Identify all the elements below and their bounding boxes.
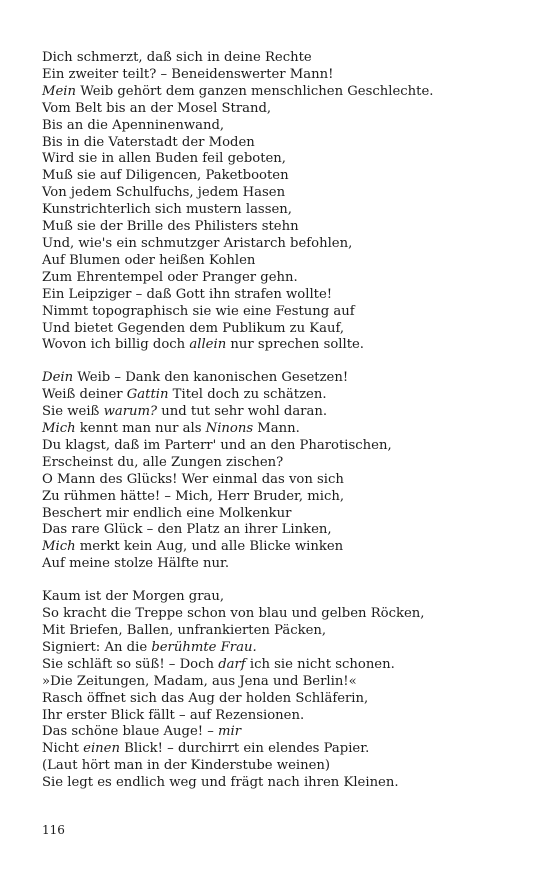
text-segment: Weib – Dank den kanonischen Gesetzen! [73, 370, 349, 386]
text-segment: Wovon ich billig doch [42, 337, 190, 353]
text-segment: Auf Blumen oder heißen Kohlen [42, 252, 256, 268]
verse-line [42, 118, 522, 135]
text-segment: Dich schmerzt, daß sich in deine Rechte [42, 50, 312, 65]
verse-line [42, 253, 522, 270]
verse-line [42, 472, 522, 489]
italic-text: einen [83, 741, 120, 757]
page-number: 116 [42, 823, 65, 837]
verse-line [42, 589, 522, 606]
verse-line [42, 304, 522, 321]
italic-text: warum? [103, 404, 158, 420]
text-segment: Weiß deiner [42, 387, 127, 403]
verse-line [42, 691, 522, 708]
text-segment: Muß sie der Brille des Philisters stehn [42, 219, 299, 235]
verse-line [42, 606, 522, 623]
text-segment: Und, wie's ein schmutzger Aristarch befohlen, [42, 235, 353, 251]
text-segment: ich sie nicht schonen. [245, 656, 395, 672]
verse-line [42, 657, 522, 674]
verse-line [42, 219, 522, 236]
verse-line [42, 623, 522, 640]
text-segment: Weib gehört dem ganzen menschlichen Geschlechte. [76, 83, 434, 99]
text-segment: Das schöne blaue Auge! – [42, 724, 219, 740]
verse-line [42, 270, 522, 287]
verse-line [42, 489, 522, 506]
italic-text: Mich [42, 539, 76, 555]
verse-line [42, 539, 522, 556]
text-segment: So kracht die Treppe schon von blau und gelben Röcken, [42, 606, 425, 622]
verse-line [42, 775, 522, 792]
verse-line [42, 101, 522, 118]
italic-text: berühmte Frau. [151, 639, 257, 655]
text-segment: O Mann des Glücks! Wer einmal das von sich [42, 471, 344, 487]
text-segment: »Die Zeitungen, Madam, aus Jena und Berlin!« [42, 673, 357, 689]
text-segment: Erscheinst du, alle Zungen zischen? [42, 454, 284, 470]
text-segment: Kaum ist der Morgen grau, [42, 589, 225, 605]
stanza [42, 370, 522, 573]
verse-line [42, 67, 522, 84]
text-segment: Bis an die Apenninenwand, [42, 117, 225, 133]
italic-text: Ninons [205, 421, 254, 437]
text-segment: Mann. [253, 421, 300, 437]
text-segment: Titel doch zu schätzen. [168, 387, 327, 403]
verse-line [42, 168, 522, 185]
verse-line [42, 151, 522, 168]
text-segment: Ein zweiter teilt? – Beneidenswerter Mann! [42, 66, 334, 82]
italic-text: Gattin [126, 387, 169, 403]
text-segment: Vom Belt bis an der Mosel Strand, [42, 100, 272, 116]
verse-line [42, 387, 522, 404]
text-segment: Bis in die Vaterstadt der Moden [42, 134, 255, 150]
verse-line [42, 741, 522, 758]
verse-line [42, 84, 522, 101]
text-segment: Sie legt es endlich weg und frägt nach ihren Kleinen. [42, 775, 399, 791]
verse-line [42, 236, 522, 253]
text-segment: Sie weiß [42, 404, 104, 420]
verse-line [42, 438, 522, 455]
text-segment: Du klagst, daß im Parterr' und an den Pharotischen, [42, 437, 392, 453]
text-segment: Rasch öffnet sich das Aug der holden Schläferin, [42, 690, 369, 706]
italic-text: darf [218, 656, 246, 672]
verse-line [42, 202, 522, 219]
text-segment: kennt man nur als [75, 421, 206, 437]
verse-line [42, 758, 522, 775]
text-segment: Von jedem Schulfuchs, jedem Hasen [42, 185, 286, 201]
verse-line [42, 421, 522, 438]
verse-line [42, 506, 522, 523]
text-segment: Nicht [42, 741, 84, 757]
text-segment: Muß sie auf Diligencen, Paketbooten [42, 168, 289, 184]
stanza [42, 589, 522, 792]
verse-line [42, 337, 522, 354]
verse-line [42, 708, 522, 725]
stanza [42, 50, 522, 354]
verse-line [42, 135, 522, 152]
verse-line [42, 370, 522, 387]
verse-line [42, 556, 522, 573]
text-segment: Das rare Glück – den Platz an ihrer Linken, [42, 522, 332, 538]
verse-line [42, 50, 522, 67]
text-segment: Signiert: An die [42, 639, 152, 655]
poem-text [42, 50, 522, 808]
text-segment: nur sprechen sollte. [226, 337, 365, 353]
text-segment: Kunstrichterlich sich mustern lassen, [42, 202, 292, 218]
text-segment: merkt kein Aug, und alle Blicke winken [75, 539, 344, 555]
text-segment: (Laut hört man in der Kinderstube weinen) [42, 758, 331, 774]
verse-line [42, 674, 522, 691]
italic-text: Mich [42, 421, 76, 437]
text-segment: Mit Briefen, Ballen, unfrankierten Päcken, [42, 623, 327, 638]
text-segment: Ihr erster Blick fällt – auf Rezensionen. [42, 707, 305, 723]
text-segment: Sie schläft so süß! – Doch [42, 656, 219, 672]
text-segment: Nimmt topographisch sie wie eine Festung auf [42, 303, 355, 319]
verse-line [42, 455, 522, 472]
text-segment: Ein Leipziger – daß Gott ihn strafen wollte! [42, 286, 333, 302]
text-segment: Auf meine stolze Hälfte nur. [42, 556, 230, 572]
text-segment: Zu rühmen hätte! – Mich, Herr Bruder, mich, [42, 488, 345, 504]
text-segment: Und bietet Gegenden dem Publikum zu Kauf, [42, 320, 345, 336]
italic-text: mir [218, 724, 242, 740]
verse-line [42, 287, 522, 304]
text-segment: Beschert mir endlich eine Molkenkur [42, 505, 292, 521]
verse-line [42, 522, 522, 539]
verse-line [42, 185, 522, 202]
italic-text: allein [189, 337, 227, 353]
text-segment: Wird sie in allen Buden feil geboten, [42, 151, 286, 167]
text-segment: und tut sehr wohl daran. [157, 404, 328, 420]
verse-line [42, 724, 522, 741]
verse-line [42, 321, 522, 338]
verse-line [42, 640, 522, 657]
italic-text: Mein [42, 83, 77, 99]
verse-line [42, 404, 522, 421]
text-segment: Zum Ehrentempel oder Pranger gehn. [42, 269, 298, 285]
text-segment: Blick! – durchirrt ein elendes Papier. [119, 741, 370, 757]
italic-text: Dein [42, 370, 74, 386]
